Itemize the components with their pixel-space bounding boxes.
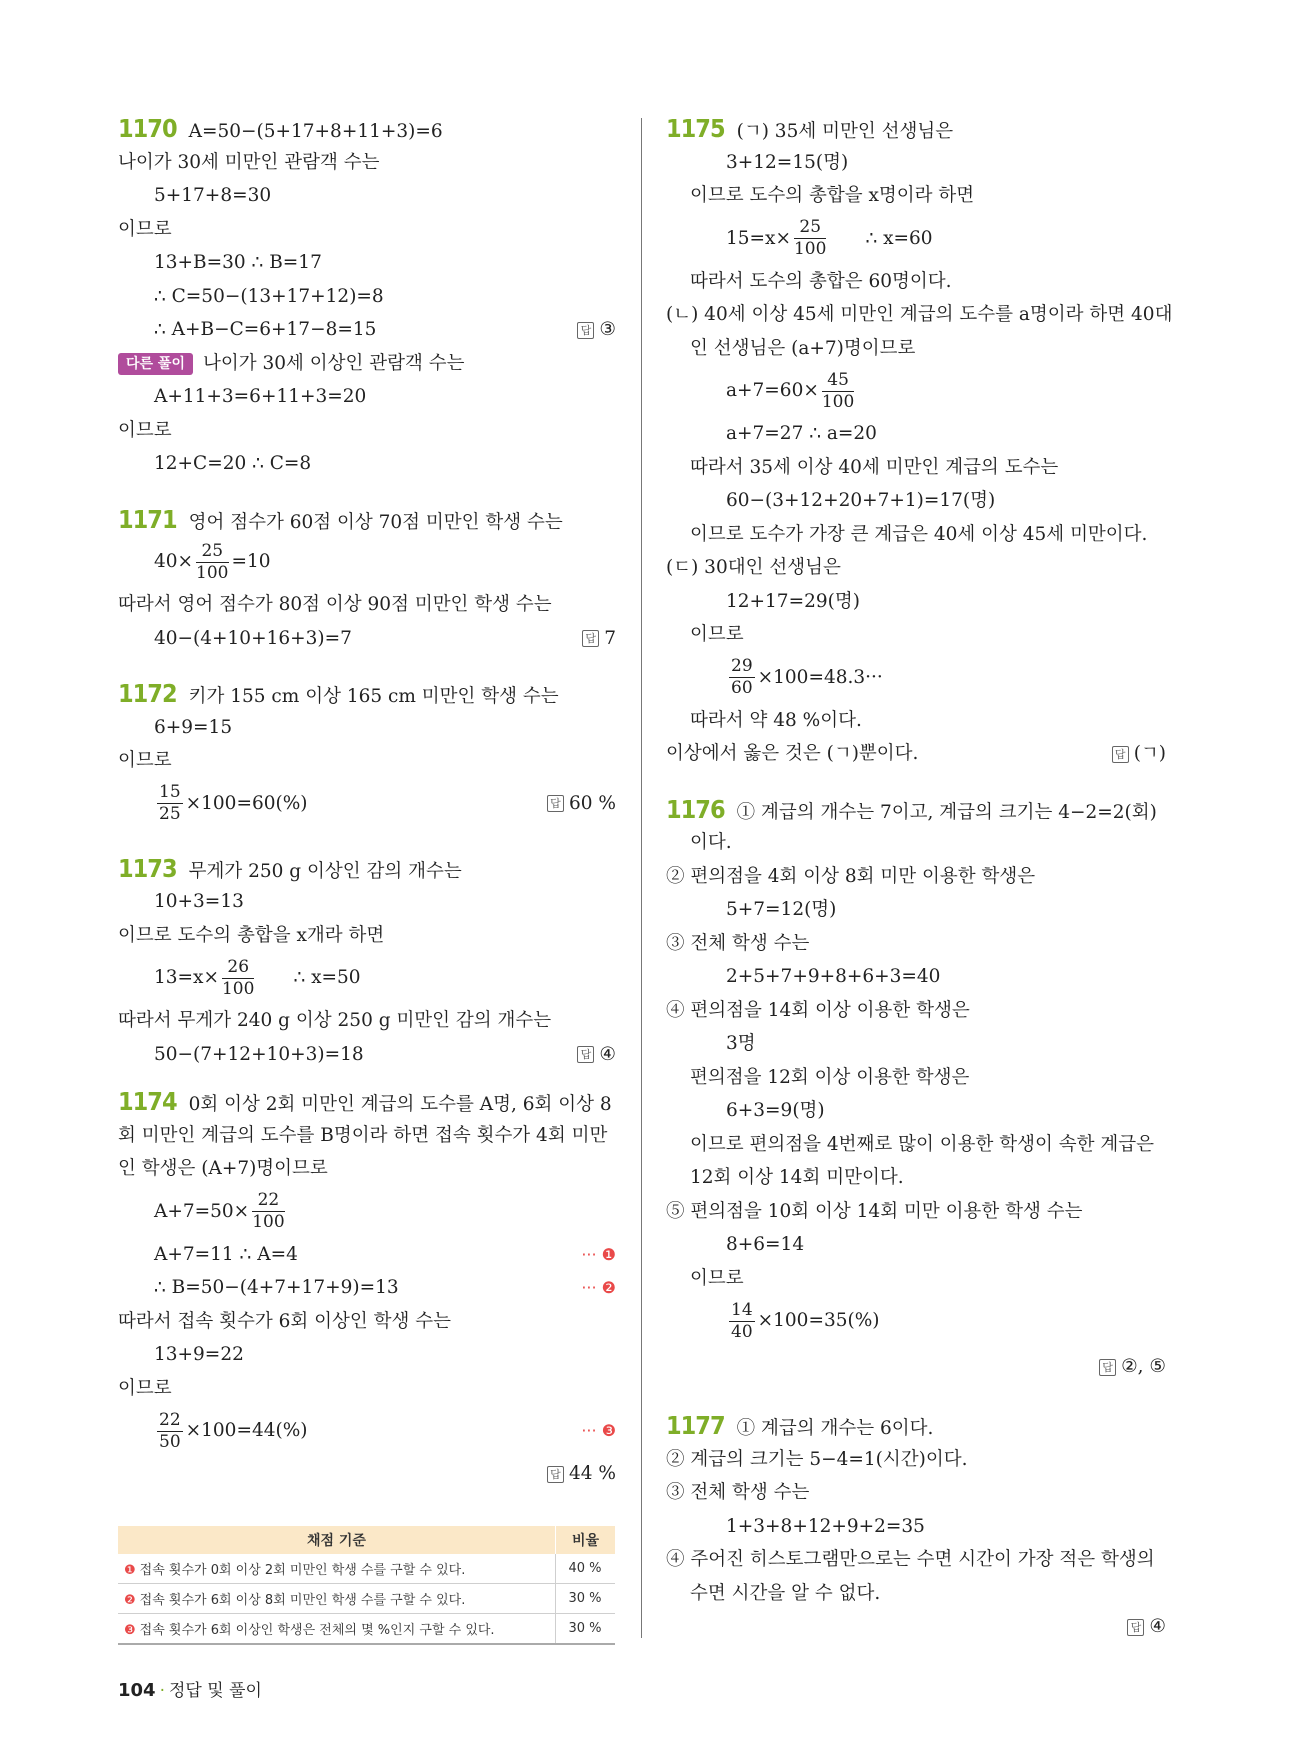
solution-text: 이상에서 옳은 것은 (ㄱ)뿐이다. — [666, 743, 919, 764]
solution-line: ⑤ 편의점을 10회 이상 14회 미만 이용한 학생 수는 — [666, 1200, 1083, 1222]
problem-1174-header — [118, 1085, 616, 1119]
solution-line: 회 미만인 계급의 도수를 B명이라 하면 접속 횟수가 4회 미만 — [118, 1124, 608, 1146]
solution-line: 따라서 약 48 %이다. — [690, 709, 862, 731]
problem-number: 1177 — [666, 1411, 725, 1440]
problem-number: 1170 — [118, 114, 177, 143]
fraction-line — [118, 1405, 616, 1457]
numerator: 14 — [731, 1299, 753, 1320]
step-marker: ··· ❶ — [581, 1244, 616, 1264]
fraction-line — [118, 536, 616, 588]
table-cell — [118, 1584, 556, 1614]
problem-1177-header — [666, 1409, 1166, 1443]
expr: 40× — [154, 551, 194, 572]
expr: ∴ x=50 — [293, 967, 361, 988]
fraction — [196, 540, 229, 583]
solution-line: (ㄷ) 30대인 선생님은 — [666, 557, 841, 578]
answer-mark-icon: 답 — [582, 630, 599, 647]
solution-text: (ㄱ) 35세 미만인 선생님은 — [736, 121, 954, 142]
alt-solution-tag: 다른 풀이 — [118, 353, 193, 375]
answer — [577, 1038, 616, 1072]
problem-1176-header — [666, 793, 1166, 827]
solution-line: a+7=27 ∴ a=20 — [726, 423, 877, 444]
expr: ×100=44(%) — [185, 1420, 308, 1441]
solution-line: 8+6=14 — [726, 1234, 805, 1255]
solution-line: ∴ C=50−(13+17+12)=8 — [154, 285, 384, 307]
solution-line: 13+9=22 — [154, 1344, 244, 1365]
problem-number: 1171 — [118, 504, 177, 534]
solution-line: 이므로 — [118, 1377, 172, 1399]
solution-text: ① 계급의 개수는 6이다. — [736, 1418, 934, 1439]
solution-line: 3+12=15(명) — [726, 151, 849, 173]
solution-line-with-answer — [118, 622, 616, 656]
denominator: 100 — [221, 978, 255, 999]
solution-line: 인 학생은 (A+7)명이므로 — [118, 1158, 328, 1179]
expr: A+7=50× — [154, 1200, 250, 1222]
solution-line: 이므로 도수의 총합을 x개라 하면 — [118, 924, 385, 946]
solution-line: 12회 이상 14회 미만이다. — [690, 1167, 904, 1188]
criteria-number: ❸ — [124, 1623, 136, 1638]
answer-line — [666, 1610, 1166, 1644]
answer-value: 60 % — [569, 792, 616, 814]
criteria-text: 접속 횟수가 0회 이상 2회 미만인 학생 수를 구할 수 있다. — [139, 1563, 466, 1578]
fraction — [157, 784, 183, 823]
solution-line: 13+B=30 ∴ B=17 — [154, 252, 322, 273]
solution-line: 이므로 — [118, 750, 172, 771]
answer — [1099, 1347, 1166, 1387]
answer — [547, 778, 616, 830]
solution-text: ∴ A+B−C=6+17−8=15 — [154, 319, 377, 340]
solution-text: 키가 155 cm 이상 165 cm 미만인 학생 수는 — [188, 686, 559, 707]
solution-line: 12+C=20 ∴ C=8 — [154, 453, 312, 474]
fraction — [252, 1192, 284, 1231]
table-cell — [118, 1554, 556, 1584]
solution-line: 60−(3+12+20+7+1)=17(명) — [726, 490, 996, 511]
solution-line: ③ 전체 학생 수는 — [666, 932, 810, 954]
solution-line: ④ 주어진 히스토그램만으로는 수면 시간이 가장 적은 학생의 — [666, 1549, 1155, 1570]
numerator: 25 — [196, 543, 228, 563]
solution-line: 5+7=12(명) — [726, 899, 837, 920]
solution-line: 이므로 — [690, 624, 744, 645]
expr: =10 — [231, 551, 271, 572]
solution-text: A+7=11 ∴ A=4 — [154, 1243, 298, 1265]
solution-line: 인 선생님은 (a+7)명이므로 — [690, 337, 916, 359]
answer-value: (ㄱ) — [1133, 743, 1166, 764]
problem-number: 1175 — [666, 114, 725, 143]
problem-number: 1174 — [118, 1087, 177, 1116]
table-row — [118, 1554, 615, 1584]
solution-line: 이므로 도수의 총합을 x명이라 하면 — [690, 185, 975, 206]
problem-number: 1172 — [118, 679, 177, 708]
numerator: 22 — [252, 1192, 284, 1212]
problem-1175-header — [666, 112, 1166, 146]
solution-text: ∴ B=50−(4+7+17+9)=13 — [154, 1277, 399, 1298]
grading-criteria-table — [118, 1526, 615, 1645]
table-cell: 40 % — [556, 1554, 616, 1584]
solution-line: 2+5+7+9+8+6+3=40 — [726, 966, 941, 987]
solution-line-with-step — [118, 1271, 616, 1305]
table-cell: 30 % — [556, 1584, 616, 1614]
solution-line: 나이가 30세 미만인 관람객 수는 — [118, 151, 380, 173]
answer-mark-icon: 답 — [1099, 1359, 1116, 1376]
expr: 15=x× — [726, 227, 791, 249]
answer-line — [666, 1347, 1166, 1387]
problem-1171-header — [118, 503, 616, 537]
solution-line: 1+3+8+12+9+2=35 — [726, 1515, 925, 1537]
right-column — [666, 112, 1173, 1644]
fraction-line — [666, 213, 1166, 265]
denominator: 25 — [159, 804, 181, 824]
solution-line: 6+9=15 — [154, 716, 233, 738]
solution-line: 3명 — [726, 1033, 756, 1054]
answer-line — [118, 1457, 616, 1491]
table-row — [118, 1614, 615, 1645]
answer-value: 44 % — [569, 1463, 616, 1484]
fraction-line — [118, 952, 616, 1004]
answer-mark-icon: 답 — [547, 795, 564, 812]
separator-dot-icon: · — [159, 1681, 165, 1701]
criteria-text: 접속 횟수가 6회 이상 8회 미만인 학생 수를 구할 수 있다. — [139, 1593, 466, 1608]
denominator: 40 — [731, 1321, 753, 1342]
fraction — [221, 956, 255, 999]
expr: ∴ x=60 — [865, 227, 933, 249]
solution-line: ② 계급의 크기는 5−4=1(시간)이다. — [666, 1448, 968, 1470]
criteria-number: ❷ — [124, 1593, 136, 1608]
solution-line: 따라서 35세 이상 40세 미만인 계급의 도수는 — [690, 456, 1059, 478]
fraction-line — [666, 365, 1166, 417]
solution-line: 이므로 — [118, 218, 172, 240]
solution-line: 5+17+8=30 — [154, 185, 272, 206]
answer — [577, 313, 616, 347]
solution-text: 40−(4+10+16+3)=7 — [154, 627, 352, 649]
expr: ×100=35(%) — [757, 1310, 880, 1331]
problem-number: 1176 — [666, 794, 725, 824]
alt-solution-line — [118, 347, 616, 381]
numerator: 26 — [222, 959, 254, 979]
solution-line: A+11+3=6+11+3=20 — [154, 386, 367, 407]
table-header: 채점 기준 — [118, 1526, 556, 1554]
denominator: 100 — [196, 562, 229, 583]
answer — [547, 1457, 616, 1491]
fraction — [821, 369, 855, 412]
left-column — [118, 112, 616, 1491]
table-cell: 30 % — [556, 1614, 616, 1645]
fraction-line — [118, 778, 616, 830]
step-marker: ··· ❷ — [581, 1278, 616, 1297]
solution-line: ② 편의점을 4회 이상 8회 미만 이용한 학생은 — [666, 865, 1036, 887]
denominator: 100 — [821, 391, 855, 412]
answer-mark-icon: 답 — [1112, 746, 1129, 763]
solution-line: 이므로 편의점을 4번째로 많이 이용한 학생이 속한 계급은 — [690, 1133, 1154, 1155]
numerator: 25 — [794, 219, 826, 239]
criteria-number: ❶ — [124, 1563, 136, 1578]
solution-text: ① 계급의 개수는 7이고, 계급의 크기는 4−2=2(회) — [736, 801, 1157, 823]
denominator: 100 — [252, 1212, 285, 1232]
solution-line-with-answer — [118, 1038, 616, 1072]
answer-mark-icon: 답 — [577, 322, 594, 339]
fraction — [729, 658, 755, 697]
fraction — [729, 1299, 755, 1342]
solution-line-with-answer — [666, 737, 1166, 771]
solution-line: 편의점을 12회 이상 이용한 학생은 — [690, 1066, 970, 1088]
footer-label: 정답 및 풀이 — [168, 1681, 262, 1701]
solution-line: 이므로 도수가 가장 큰 계급은 40세 이상 45세 미만이다. — [690, 523, 1148, 545]
solution-line: 따라서 무게가 240 g 이상 250 g 미만인 감의 개수는 — [118, 1010, 552, 1031]
problem-1170-header — [118, 112, 616, 146]
solution-line: 12+17=29(명) — [726, 590, 860, 612]
solution-line: 이다. — [690, 832, 732, 853]
denominator: 50 — [159, 1431, 181, 1452]
solution-line: 6+3=9(명) — [726, 1100, 825, 1121]
numerator: 45 — [822, 372, 854, 392]
answer-mark-icon: 답 — [547, 1466, 564, 1483]
answer-value: ③ — [599, 319, 616, 340]
numerator: 29 — [731, 656, 753, 676]
answer — [582, 622, 616, 656]
fraction-line — [118, 1186, 616, 1238]
answer-mark-icon: 답 — [577, 1046, 594, 1063]
solution-text: 50−(7+12+10+3)=18 — [154, 1043, 364, 1065]
solution-line: 따라서 영어 점수가 80점 이상 90점 미만인 학생 수는 — [118, 594, 552, 615]
answer-value: 7 — [604, 627, 616, 649]
numerator: 22 — [159, 1409, 181, 1430]
criteria-text: 접속 횟수가 6회 이상인 학생은 전체의 몇 %인지 구할 수 있다. — [139, 1623, 495, 1638]
answer-value: ④ — [599, 1043, 616, 1065]
answer-value: ④ — [1149, 1616, 1166, 1637]
expr: ×100=48.3··· — [757, 666, 883, 688]
step-marker: ··· ❸ — [581, 1421, 616, 1440]
answer-mark-icon: 답 — [1127, 1619, 1144, 1636]
numerator: 15 — [159, 782, 181, 802]
solution-line: 이므로 — [690, 1267, 744, 1289]
problem-1172-header — [118, 677, 616, 711]
solution-line: ③ 전체 학생 수는 — [666, 1482, 810, 1503]
page-number: 104 — [118, 1680, 156, 1701]
fraction-line — [666, 652, 1166, 704]
problem-number: 1173 — [118, 853, 177, 883]
page-footer — [118, 1676, 262, 1701]
solution-line: ④ 편의점을 14회 이상 이용한 학생은 — [666, 999, 970, 1021]
answer-value: ②, ⑤ — [1121, 1356, 1166, 1377]
solution-line: 이므로 — [118, 419, 172, 441]
answer — [1127, 1610, 1166, 1644]
solution-line-with-answer — [118, 313, 616, 347]
denominator: 100 — [793, 239, 827, 259]
table-header: 비율 — [556, 1526, 616, 1554]
answer — [1112, 737, 1166, 771]
solution-line: (ㄴ) 40세 이상 45세 미만인 계급의 도수를 a명이라 하면 40대 — [666, 304, 1173, 325]
solution-line: 수면 시간을 알 수 없다. — [690, 1582, 881, 1604]
fraction — [794, 219, 826, 258]
solution-text: 나이가 30세 이상인 관람객 수는 — [202, 352, 465, 374]
expr: ×100=60(%) — [185, 792, 308, 814]
fraction — [157, 1409, 183, 1452]
expr: a+7=60× — [726, 380, 819, 401]
solution-text: 무게가 250 g 이상인 감의 개수는 — [188, 860, 462, 882]
solution-line-with-step — [118, 1238, 616, 1272]
solution-text: 영어 점수가 60점 이상 70점 미만인 학생 수는 — [188, 511, 563, 533]
table-header-row — [118, 1526, 615, 1554]
solution-line: 따라서 접속 횟수가 6회 이상인 학생 수는 — [118, 1310, 451, 1332]
table-row — [118, 1584, 615, 1614]
denominator: 60 — [731, 678, 753, 698]
solution-text: 0회 이상 2회 미만인 계급의 도수를 A명, 6회 이상 8 — [188, 1094, 612, 1115]
solution-line: 10+3=13 — [154, 891, 244, 912]
solution-line: 따라서 도수의 총합은 60명이다. — [690, 270, 952, 292]
expr: 13=x× — [154, 967, 219, 988]
solution-line: A=50−(5+17+8+11+3)=6 — [188, 121, 443, 142]
problem-1173-header — [118, 852, 616, 886]
fraction-line — [666, 1295, 1166, 1347]
column-divider — [641, 118, 642, 1638]
table-cell — [118, 1614, 556, 1645]
